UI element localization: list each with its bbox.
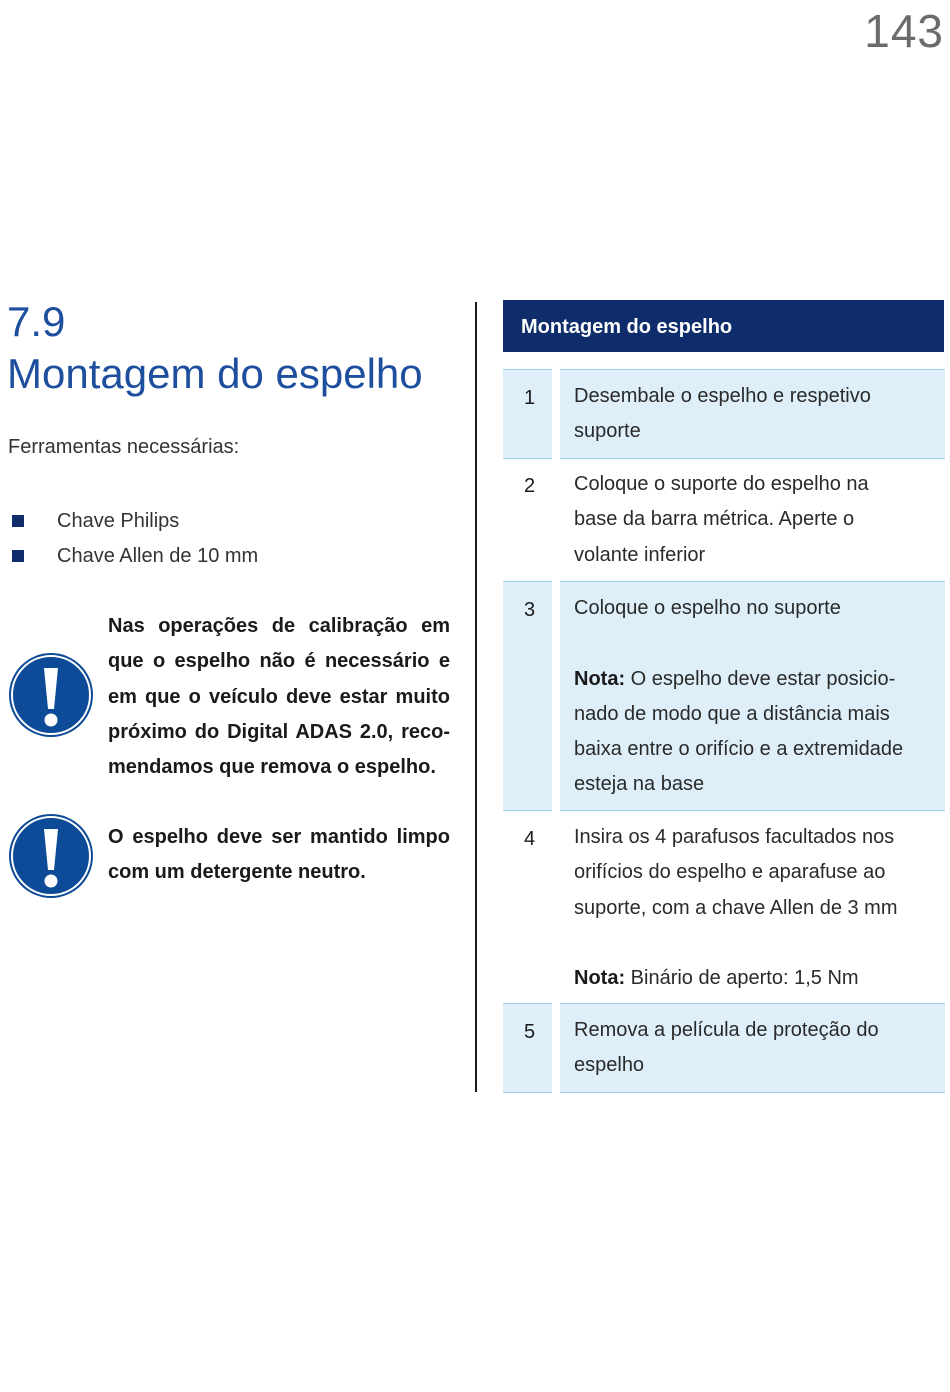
note-label: Nota:	[574, 667, 626, 690]
step-text	[574, 591, 929, 803]
step-number: 2	[524, 475, 536, 497]
tools-label: Ferramentas necessárias:	[8, 436, 240, 458]
step-line: Remova a película de proteção do	[574, 1019, 879, 1041]
step-number: 1	[524, 387, 536, 409]
square-bullet-icon	[12, 550, 24, 562]
section-number: 7.9	[7, 298, 66, 345]
note-label: Nota:	[574, 967, 626, 990]
step-line: Insira os 4 parafusos facultados nos	[574, 826, 895, 848]
tools-list	[12, 504, 258, 574]
step-line: volante inferior	[574, 543, 706, 566]
table-row	[503, 369, 945, 459]
warning-line: com um detergente neutro.	[108, 861, 366, 884]
step-note-line	[574, 961, 929, 996]
step-note-line: esteja na base	[574, 773, 705, 796]
warning-line: em que o veículo deve estar muito	[108, 685, 450, 708]
warning-line: que o espelho não é necessário e	[108, 650, 450, 673]
table-row	[503, 810, 945, 1005]
warning-line: próximo do Digital ADAS 2.0, reco-	[108, 720, 450, 743]
warning-text	[108, 609, 450, 785]
exclamation-warning-icon	[8, 652, 94, 738]
table-row	[503, 457, 945, 583]
step-line: suporte	[574, 420, 641, 443]
step-text	[574, 467, 929, 573]
warning-line: O espelho deve ser mantido limpo	[108, 826, 450, 848]
step-line: espelho	[574, 1054, 645, 1077]
step-line: suporte, com a chave Allen de 3 mm	[574, 896, 898, 919]
step-number: 5	[524, 1021, 536, 1043]
step-number: 4	[524, 828, 536, 850]
table-row	[503, 581, 945, 811]
step-note-line: nado de modo que a distância mais	[574, 702, 890, 725]
warning-line: mendamos que remova o espelho.	[108, 756, 436, 779]
step-line: Coloque o espelho no suporte	[574, 597, 841, 619]
step-line: orifícios do espelho e aparafuse ao	[574, 861, 886, 884]
page-number: 143	[864, 5, 944, 57]
steps-table-header: Montagem do espelho	[503, 300, 944, 352]
list-item	[12, 539, 258, 574]
step-number: 3	[524, 599, 536, 621]
step-text	[574, 379, 929, 450]
exclamation-warning-icon	[8, 813, 94, 899]
step-note-line: baixa entre o orifício e a extremidade	[574, 738, 904, 761]
column-divider	[475, 302, 477, 1092]
step-line: Desembale o espelho e respetivo	[574, 385, 871, 407]
step-note-line	[574, 662, 929, 697]
step-line: base da barra métrica. Aperte o	[574, 508, 855, 531]
warning-text	[108, 820, 450, 891]
square-bullet-icon	[12, 515, 24, 527]
step-text	[574, 820, 929, 996]
step-line: Coloque o suporte do espelho na	[574, 473, 869, 495]
tool-label: Chave Philips	[57, 510, 180, 532]
warning-line: Nas operações de calibração em	[108, 615, 450, 637]
table-row	[503, 1003, 945, 1093]
section-title: Montagem do espelho	[7, 350, 423, 397]
step-text	[574, 1013, 929, 1084]
tool-label: Chave Allen de 10 mm	[57, 545, 259, 567]
note-text: O espelho deve estar posicio-	[625, 667, 896, 690]
list-item	[12, 504, 258, 539]
note-text: Binário de aperto: 1,5 Nm	[625, 967, 859, 990]
